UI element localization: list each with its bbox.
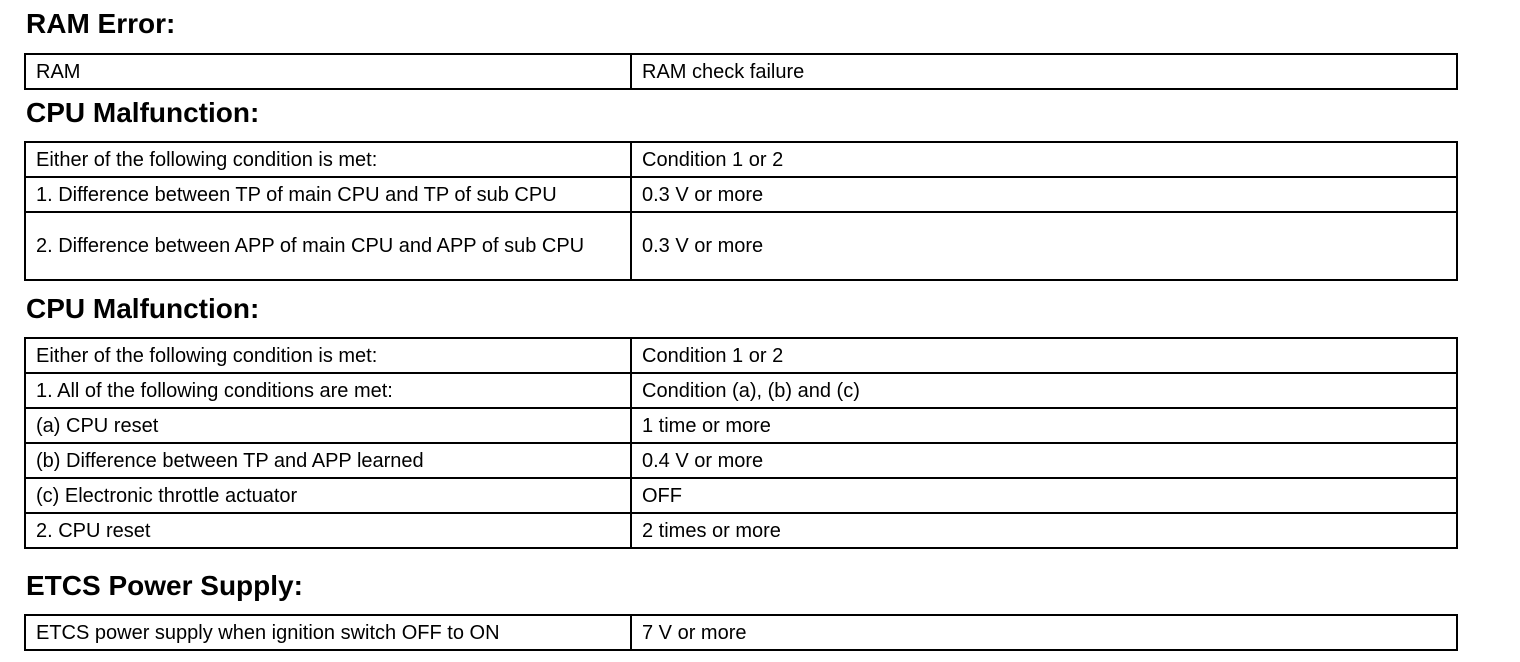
section-heading-ram-error: RAM Error: <box>26 8 176 39</box>
table-row <box>25 338 1457 373</box>
section-heading-cpu-malfunction-2: CPU Malfunction: <box>26 293 260 324</box>
condition-label: 2. CPU reset <box>25 513 631 548</box>
condition-label: 1. All of the following conditions are met: <box>25 373 631 408</box>
table-row <box>25 212 1457 280</box>
table-row <box>25 443 1457 478</box>
condition-value: 0.4 V or more <box>631 443 1457 478</box>
condition-label: (a) CPU reset <box>25 408 631 443</box>
condition-label: (b) Difference between TP and APP learned <box>25 443 631 478</box>
section-heading-cpu-malfunction-1: CPU Malfunction: <box>26 97 260 128</box>
table-row <box>25 54 1457 89</box>
table-row <box>25 373 1457 408</box>
condition-value: 2 times or more <box>631 513 1457 548</box>
condition-value: Condition (a), (b) and (c) <box>631 373 1457 408</box>
condition-value: OFF <box>631 478 1457 513</box>
condition-label: (c) Electronic throttle actuator <box>25 478 631 513</box>
condition-value: RAM check failure <box>631 54 1457 89</box>
condition-value: Condition 1 or 2 <box>631 338 1457 373</box>
table-row <box>25 513 1457 548</box>
condition-value: 7 V or more <box>631 615 1457 650</box>
table-row <box>25 408 1457 443</box>
condition-label: ETCS power supply when ignition switch OFF to ON <box>25 615 631 650</box>
table-row <box>25 615 1457 650</box>
condition-label: Either of the following condition is met: <box>25 142 631 177</box>
table-row <box>25 142 1457 177</box>
cpu-malfunction-table-1 <box>24 141 1458 281</box>
ram-error-table <box>24 53 1458 90</box>
condition-label: 2. Difference between APP of main CPU and APP of sub CPU <box>25 212 631 280</box>
condition-value: 1 time or more <box>631 408 1457 443</box>
table-row <box>25 177 1457 212</box>
condition-label: Either of the following condition is met: <box>25 338 631 373</box>
etcs-power-supply-table <box>24 614 1458 651</box>
condition-label: RAM <box>25 54 631 89</box>
condition-value: 0.3 V or more <box>631 177 1457 212</box>
condition-value: Condition 1 or 2 <box>631 142 1457 177</box>
cpu-malfunction-table-2 <box>24 337 1458 549</box>
section-heading-etcs-power-supply: ETCS Power Supply: <box>26 570 303 601</box>
condition-label: 1. Difference between TP of main CPU and TP of sub CPU <box>25 177 631 212</box>
condition-value: 0.3 V or more <box>631 212 1457 280</box>
table-row <box>25 478 1457 513</box>
